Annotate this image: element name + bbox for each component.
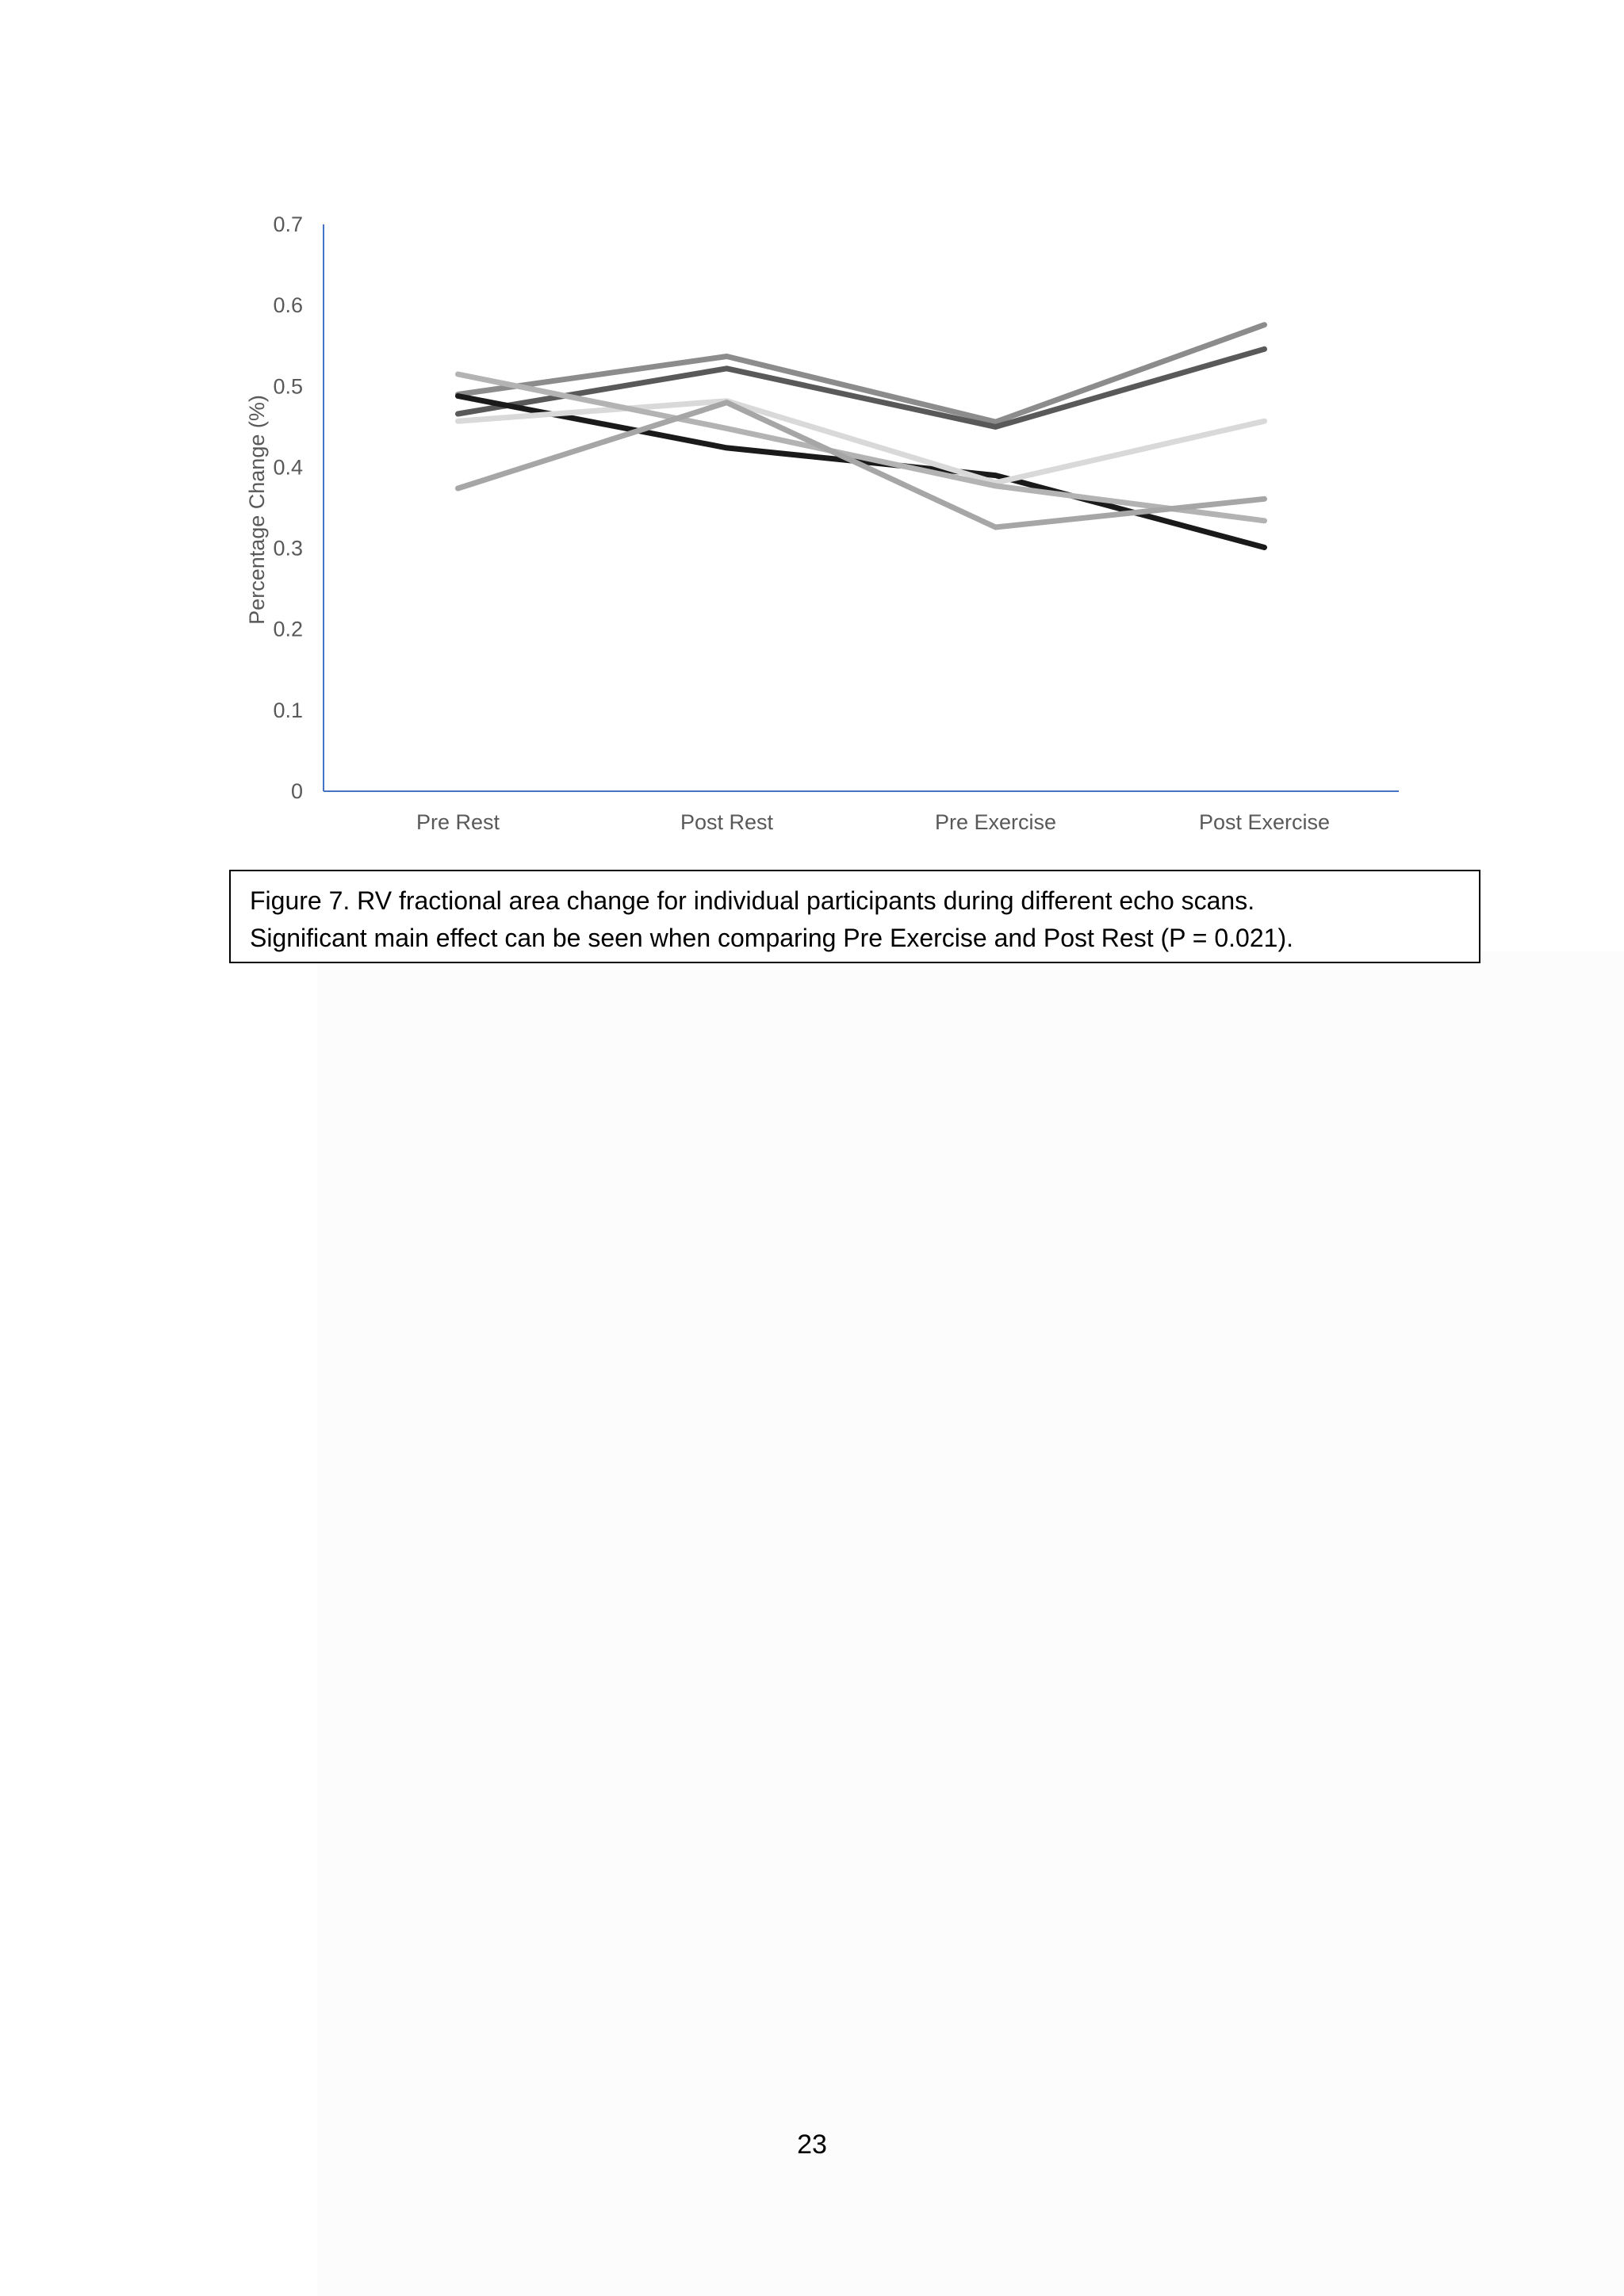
series-lines (458, 325, 1265, 548)
caption-line-2: Significant main effect can be seen when comparing Pre Exercise and Post Rest (P = 0.021). (250, 924, 1293, 952)
y-axis-ticks (273, 212, 303, 803)
y-tick-label: 0.3 (273, 536, 303, 561)
x-tick-label: Pre Exercise (934, 810, 1057, 834)
x-tick-label: Post Exercise (1198, 810, 1331, 834)
y-tick-label: 0.2 (273, 617, 303, 641)
page-background (317, 951, 1624, 2296)
series-line-3 (458, 396, 1265, 548)
y-tick-label: 0 (290, 779, 303, 803)
series-line-4 (458, 401, 1265, 483)
x-tick-label: Post Rest (680, 810, 774, 834)
figure-caption (229, 870, 1480, 963)
y-tick-label: 0.7 (273, 212, 303, 236)
line-chart (0, 0, 1624, 864)
y-tick-label: 0.1 (273, 698, 303, 722)
page-number: 23 (797, 2130, 827, 2160)
caption-line-1: Figure 7. RV fractional area change for individual participants during different echo scans. (250, 886, 1255, 915)
y-tick-label: 0.4 (273, 455, 303, 480)
y-axis-title: Percentage Change (%) (245, 395, 269, 625)
series-line-1 (458, 325, 1265, 423)
x-axis-ticks (416, 810, 1330, 834)
y-tick-label: 0.5 (273, 374, 303, 399)
y-tick-label: 0.6 (273, 293, 303, 318)
x-tick-label: Pre Rest (416, 810, 500, 834)
